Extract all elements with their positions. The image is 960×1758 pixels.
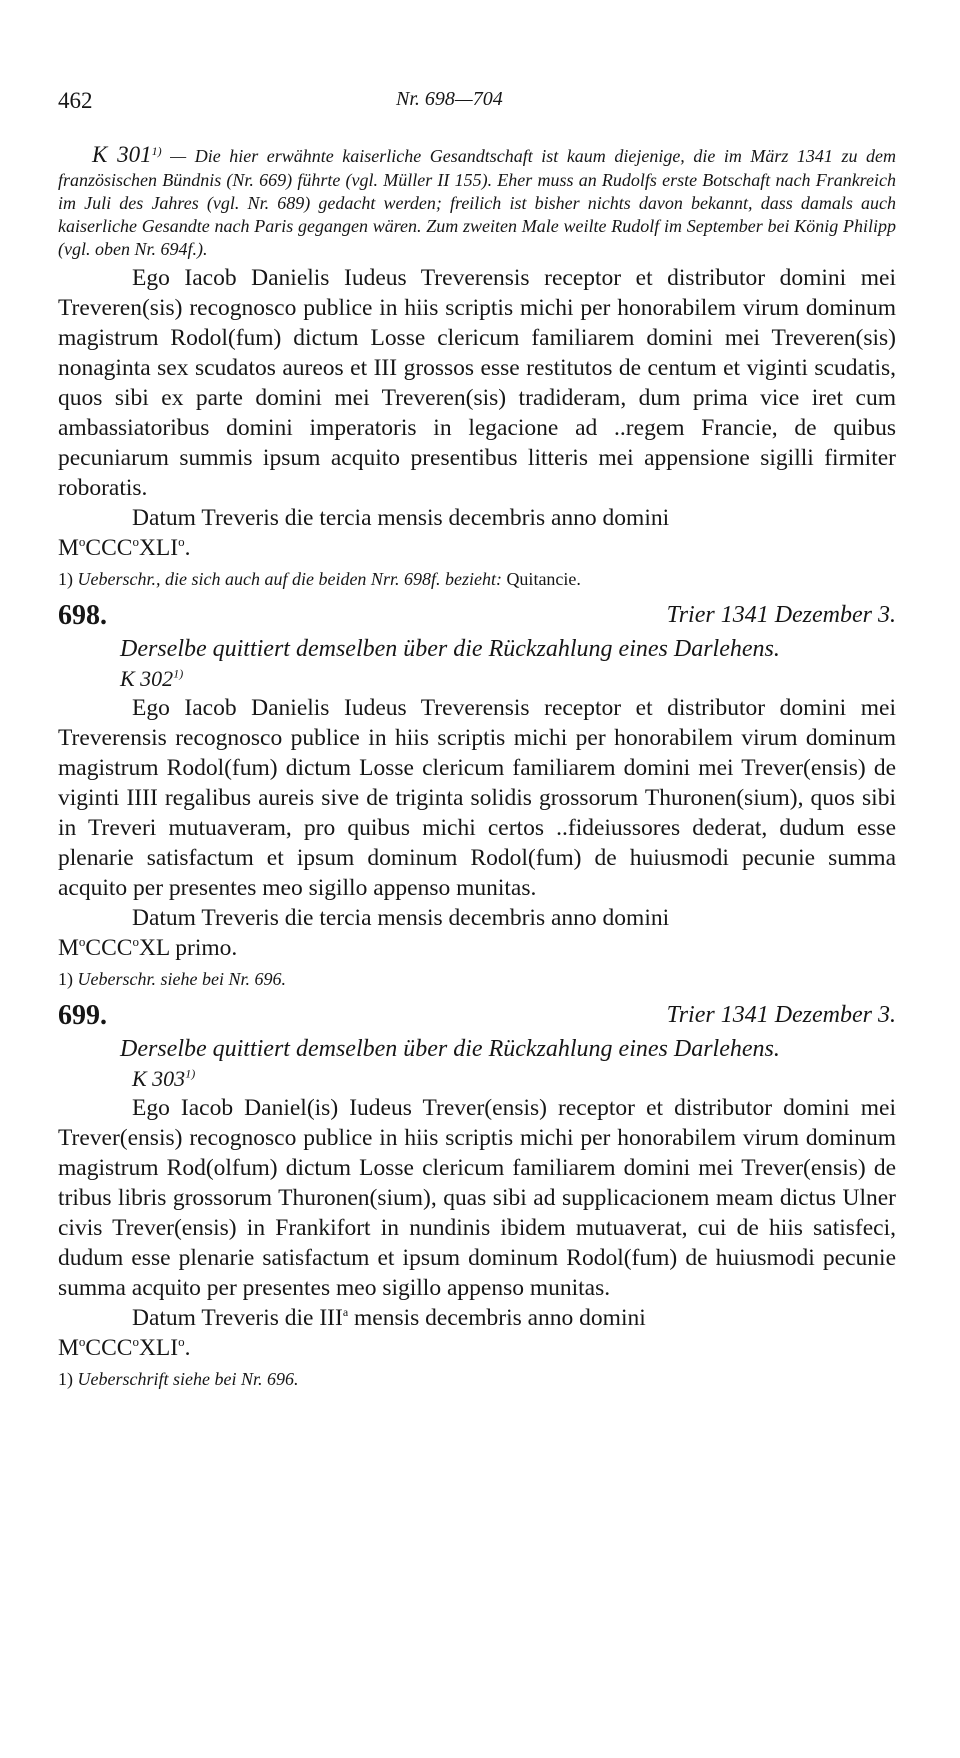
dating-year: $M^oCCC^oXLI^o$. <box>58 534 191 561</box>
document-text: Ego Iacob Danielis Iudeus Treverensis receptor et distributor domini mei Treverensis recognosco publice in hiis scriptis michi per honorabilem virum dominum magistrum Rodol(fum) dictum Losse clericum familiarem domini mei Trever(ensis) de viginti IIII regalibus aureis sive de triginta solidis grossorum Thuronen(sium), quos sibi in Treveri mutuaveram, pro quibus michi certos ..fideiussores dederat, dudum esse plenarie satisfactum et ipsum dominum Rodol(fum) de huiusmodi pecunie summa acquito per presentes meo sigillo appenso munitas. <box>58 695 896 901</box>
footnote <box>58 1367 896 1392</box>
footnote-mark: 1) <box>58 1369 73 1389</box>
dating-clause: Datum Treveris die III$^a$ mensis decembris anno domini <box>132 1305 646 1331</box>
document-text: Ego Iacob Daniel(is) Iudeus Trever(ensis) receptor et distributor domini mei Trever(ensis) recognosco publice in hiis scriptis michi per honorabilem virum dominum magistrum Rod(olfum) dictum Losse clericum familiarem domini mei Trever(ensis) de tribus libris grossorum Thuronen(sium), quas sibi ad supplicacionem meam dictus Ulner civis Trever(ensis) in Frankifort in nundinis ibidem mutuaverat, cui de hiis satisfeci, dudum esse plenarie satisfactum et ipsum dominum Rodol(fum) de huiusmodi pecunie summa acquito per presentes meo sigillo appenso munitas. <box>58 1095 896 1301</box>
page-body <box>58 140 896 1392</box>
commentary-text: — Die hier erwähnte kaiserliche Gesandtschaft ist kaum diejenige, die im März 1341 zu dem französischen Bündnis (Nr. 669) führte (vgl. Müller II 155). Eher muss an Rudolfs erste Botschaft nach Frankreich im Juli des Jahres (vgl. Nr. 689) gedacht werden; freilich ist bisher nichts davon bekannt, dass damals auch kaiserliche Gesandte nach Paris gegangen wären. Zum zweiten Male weilte Rudolf im September bei König Philipp (vgl. oben Nr. 694f.). <box>58 146 896 259</box>
entry-place-date: Trier 1341 Dezember 3. <box>666 602 896 628</box>
footnote <box>58 567 896 592</box>
entry-regest: Derselbe quittiert demselben über die Rückzahlung eines Darlehens. <box>120 636 780 662</box>
page-number: 462 <box>58 88 93 113</box>
entry-number: 699. <box>58 1000 107 1031</box>
entry-number: 698. <box>58 600 107 631</box>
footnote-text: Ueberschr., die sich auch auf die beiden Nrr. 698f. bezieht: <box>77 569 502 589</box>
entry-heading <box>58 1000 896 1034</box>
footnote-mark: 1) <box>58 569 73 589</box>
entry-place-date: Trier 1341 Dezember 3. <box>666 1002 896 1028</box>
dating-year: $M^oCCC^oXLI^o$. <box>58 1334 191 1361</box>
note-reference: 1) <box>151 144 162 158</box>
entry-regest: Derselbe quittiert demselben über die Rückzahlung eines Darlehens. <box>120 1036 780 1062</box>
footnote-text: Ueberschr. siehe bei Nr. 696. <box>77 969 286 989</box>
dating-clause: Datum Treveris die tercia mensis decembris anno domini <box>132 505 670 531</box>
running-head: Nr. 698—704 <box>396 88 503 110</box>
commentary-note <box>58 140 896 261</box>
dating-year: $M^oCCC^oXL$ primo. <box>58 934 238 961</box>
document-text: Ego Iacob Danielis Iudeus Treverensis receptor et distributor domini mei Treveren(sis) recognosco publice in hiis scriptis michi per honorabilem virum dominum magistrum Rodol(fum) dictum Losse clericum familiarem domini mei Treveren(sis) nonaginta sex scudatos aureos et III grossos esse restitutos de centum et viginti scudatis, quos sibi ex parte domini mei Treveren(sis) tradideram, dum prima vice iret cum ambassiatoribus domini imperatoris in legacione ad ..regem Francie, de quibus pecuniarum summis ipsum acquito presentibus litteris mei appensione sigilli firmiter roboratis. <box>58 265 896 501</box>
footnote-text: Ueberschrift siehe bei Nr. 696. <box>77 1369 299 1389</box>
dating-clause: Datum Treveris die tercia mensis decembris anno domini <box>132 905 670 931</box>
page-header <box>58 88 896 118</box>
archive-signature: K 302$^{1)}$ <box>120 666 184 691</box>
archive-signature: K 303$^{1)}$ <box>132 1066 196 1091</box>
footnote-mark: 1) <box>58 969 73 989</box>
footnote-heading: Quitancie. <box>506 569 581 589</box>
entry-heading <box>58 600 896 634</box>
footnote <box>58 967 896 992</box>
archive-signature: K 301 <box>92 142 152 167</box>
